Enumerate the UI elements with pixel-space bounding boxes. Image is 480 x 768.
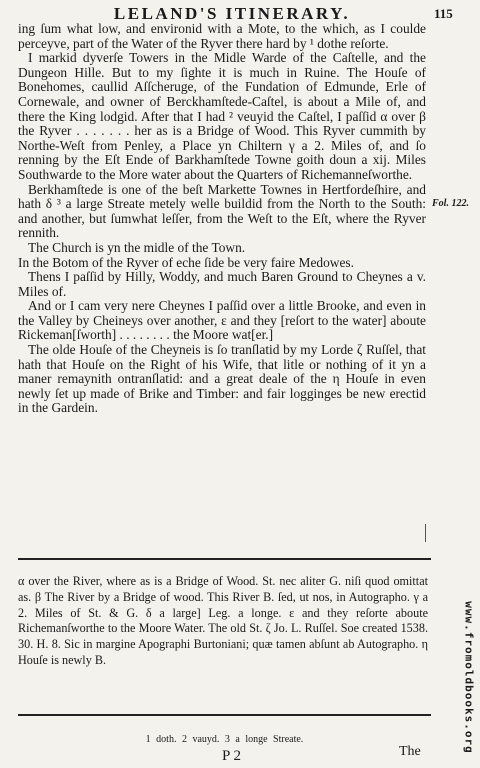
paragraph: And or I cam very nere Cheynes I paſſid over a little Brooke, and even in the Valley by Cheineys over another, ε and they [reſort to the water] aboute Rickeman[ſworth] . . . . . . . . the Moore wat[er.] [18, 298, 426, 343]
running-head: LELAND'S ITINERARY. [113, 4, 351, 23]
divider-rule [18, 558, 431, 560]
footnotes: 1 doth. 2 vauyd. 3 a longe Streate. [145, 734, 304, 745]
editorial-notes [18, 574, 428, 669]
watermark-text: www.fromoldbooks.org [462, 600, 476, 754]
paragraph: The olde Houſe of the Cheyneis is ſo tranſlatid by my Lorde ζ Ruſſel, that hath that Houſe on the Right of his Wife, that litle or nothing of it yn a maner remaynith ontranſlatid: and a great deale of the η Houſe in even newly ſet up made of Brike and Timber: and fair logginges be new erectid in the Gardein. [18, 342, 426, 416]
paragraph: Thens I paſſid by Hilly, Woddy, and much Baren Ground to Cheynes a v. Miles of. [18, 269, 426, 299]
notes-text: α over the River, where as is a Bridge of Wood. St. nec aliter G. niſi quod omittat as. β The River by a Bridge of wood. This River B. ſed, ut nos, in Autographo. γ a 2. Miles of St. & G. δ a large] Leg. a longe. ε and they reſorte aboute Richemanſworthe to the Moore Water. The old St. ζ Jo. L. Ruſſel. Soe created 1538. 30. H. 8. Sic in margine Apographi Burtoniani; quæ tamen abſunt ab Autographo. η Houſe is newly B. [18, 574, 428, 667]
margin-mark [425, 524, 426, 542]
paragraph: ing ſum what low, and environid with a Mote, to the which, as I coulde perceyve, part of the Water of the Ryver there hard by ¹ dothe reſorte. [18, 21, 426, 51]
signature-mark: P 2 [222, 748, 242, 764]
catchword: The [399, 744, 421, 759]
main-text [18, 22, 426, 416]
page-number: 115 [434, 6, 453, 21]
paragraph: Berkhamſtede is one of the beſt Markette Townes in Hertfordeſhire, and hath δ ³ a large Streate metely welle buildid from the North to the South: and another, but ſumwhat leſſer, from the Weſt to the Eſt, where the Ryver rennith. [18, 181, 426, 241]
paragraph: In the Botom of the Ryver of eche ſide be very faire Medowes. [18, 254, 354, 270]
divider-rule [18, 714, 431, 716]
paragraph: I markid dyverſe Towers in the Midle Warde of the Caſtelle, and the Dungeon Hille. But to my ſighte it is much in Ruine. The Houſe of Bonehomes, caullid Aſſcheruge, of the Fundation of Edmunde, Erle of Cornewale, and owner of Berckhamſtede-Caſtel, is about a Mile of, and there the King lodgid. After that I had ² veuyid the Caſtel, I paſſid α over β the Ryver . . . . . . . her as is a Bridge of Wood. This Ryver cummith by Northe-Weſt from Penley, a Place yn Chiltern γ a 2. Miles of, and ſo renning by the Eſt Ende of Barkhamſtede Towne goith doun a xij. Miles Southwarde to the More water about the Quarters of Richemanneſworthe. [18, 50, 426, 182]
watermark [459, 592, 479, 762]
folio-margin-note: Fol. 122. [432, 198, 469, 209]
paragraph: The Church is yn the midle of the Town. [28, 239, 246, 255]
